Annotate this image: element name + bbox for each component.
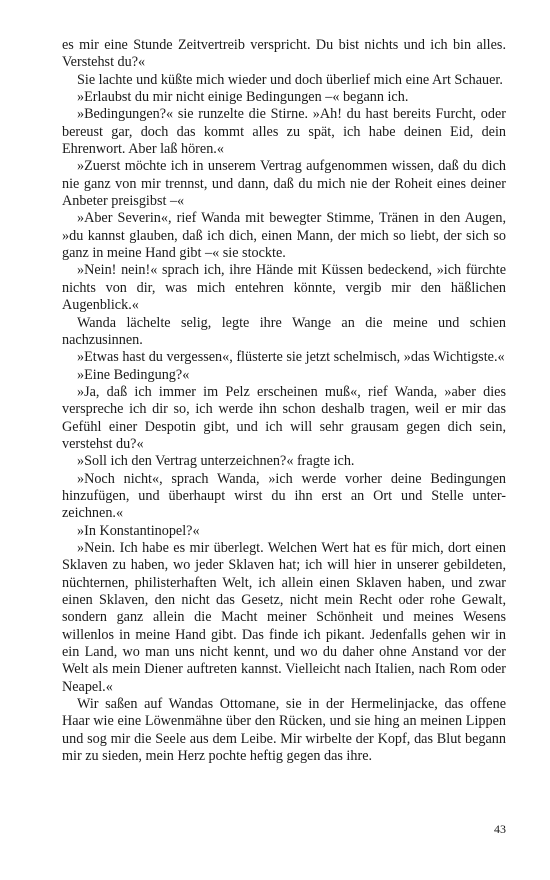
paragraph: »Nein! nein!« sprach ich, ihre Hände mit Küssen bedeckend, »ich fürchte nichts von dir, was mich entehren könnte, vergib mir den häßlichen Augenblick.« <box>62 262 506 314</box>
page-number: 43 <box>494 822 506 836</box>
paragraph: »Aber Severin«, rief Wanda mit bewegter Stimme, Tränen in den Augen, »du kannst glauben, daß ich dich, einen Mann, der mich so liebt, der sich so ganz in meine Hand gibt –« sie stockte. <box>62 210 506 262</box>
paragraph: »In Konstantinopel?« <box>77 522 200 539</box>
paragraph: »Zuerst möchte ich in unserem Vertrag aufgenommen wissen, daß du dich nie ganz von mir trennst, und dann, daß du mich nie der Roheit eines deiner Anbeter preisgibst –« <box>62 158 506 210</box>
paragraph: »Noch nicht«, sprach Wanda, »ich werde vorher deine Bedingungen hinzufügen, und überhaupt wirst du ihn erst an Ort und Stelle unter-zeichnen.« <box>62 470 506 522</box>
paragraph: »Nein. Ich habe es mir überlegt. Welchen Wert hat es für mich, dort einen Sklaven zu haben, wo jeder Sklaven hat; ich will hier in unserer gebildeten, nüchternen, philisterhaften Welt, ich allein einen Sklaven haben, und zwar einen Sklaven, den nicht das Gesetz, nicht mein Recht oder rohe Gewalt, sondern ganz allein die Macht meiner Schönheit und meines Wesens willenlos in meine Hand gibt. Das finde ich pikant. Jedenfalls gehen wir in ein Land, wo man uns nicht kennt, und wo du daher ohne Anstand vor der Welt als mein Diener auftreten kannst. Vielleicht nach Italien, nach Rom oder Neapel.« <box>62 539 506 695</box>
paragraph: Wir saßen auf Wandas Ottomane, sie in der Hermelinjacke, das offene Haar wie eine Löwenmähne über den Rücken, und sie hing an meinen Lippen und sog mir die Seele aus dem Leibe. Mir wirbelte der Kopf, das Blut begann mir zu sieden, mein Herz pochte heftig gegen das ihre. <box>62 696 506 765</box>
paragraph: Wanda lächelte selig, legte ihre Wange an die meine und schien nachzusinnen. <box>62 314 506 348</box>
paragraph: »Ja, daß ich immer im Pelz erscheinen muß«, rief Wanda, »aber dies verspreche ich dir so, ich werde ihn schon deshalb tragen, weil er mir das Gefühl einer Despotin gibt, und ich will sehr grausam gegen dich sein, verstehst du?« <box>62 383 506 452</box>
paragraph: »Erlaubst du mir nicht einige Bedingungen –« begann ich. <box>77 89 409 106</box>
paragraph: »Bedingungen?« sie runzelte die Stirne. »Ah! du hast bereits Furcht, oder bereust gar, doch das kommt alles zu spät, ich habe deinen Eid, dein Ehrenwort. Aber laß hören.« <box>62 106 506 158</box>
book-page-text <box>62 37 506 765</box>
paragraph: »Soll ich den Vertrag unterzeichnen?« fragte ich. <box>77 453 355 470</box>
paragraph: es mir eine Stunde Zeitvertreib verspricht. Du bist nichts und ich bin alles. Verstehst du?« <box>62 37 506 71</box>
paragraph: »Eine Bedingung?« <box>77 366 190 383</box>
paragraph: Sie lachte und küßte mich wieder und doch überlief mich eine Art Schauer. <box>77 71 503 88</box>
paragraph: »Etwas hast du vergessen«, flüsterte sie jetzt schelmisch, »das Wichtigste.« <box>77 349 505 366</box>
